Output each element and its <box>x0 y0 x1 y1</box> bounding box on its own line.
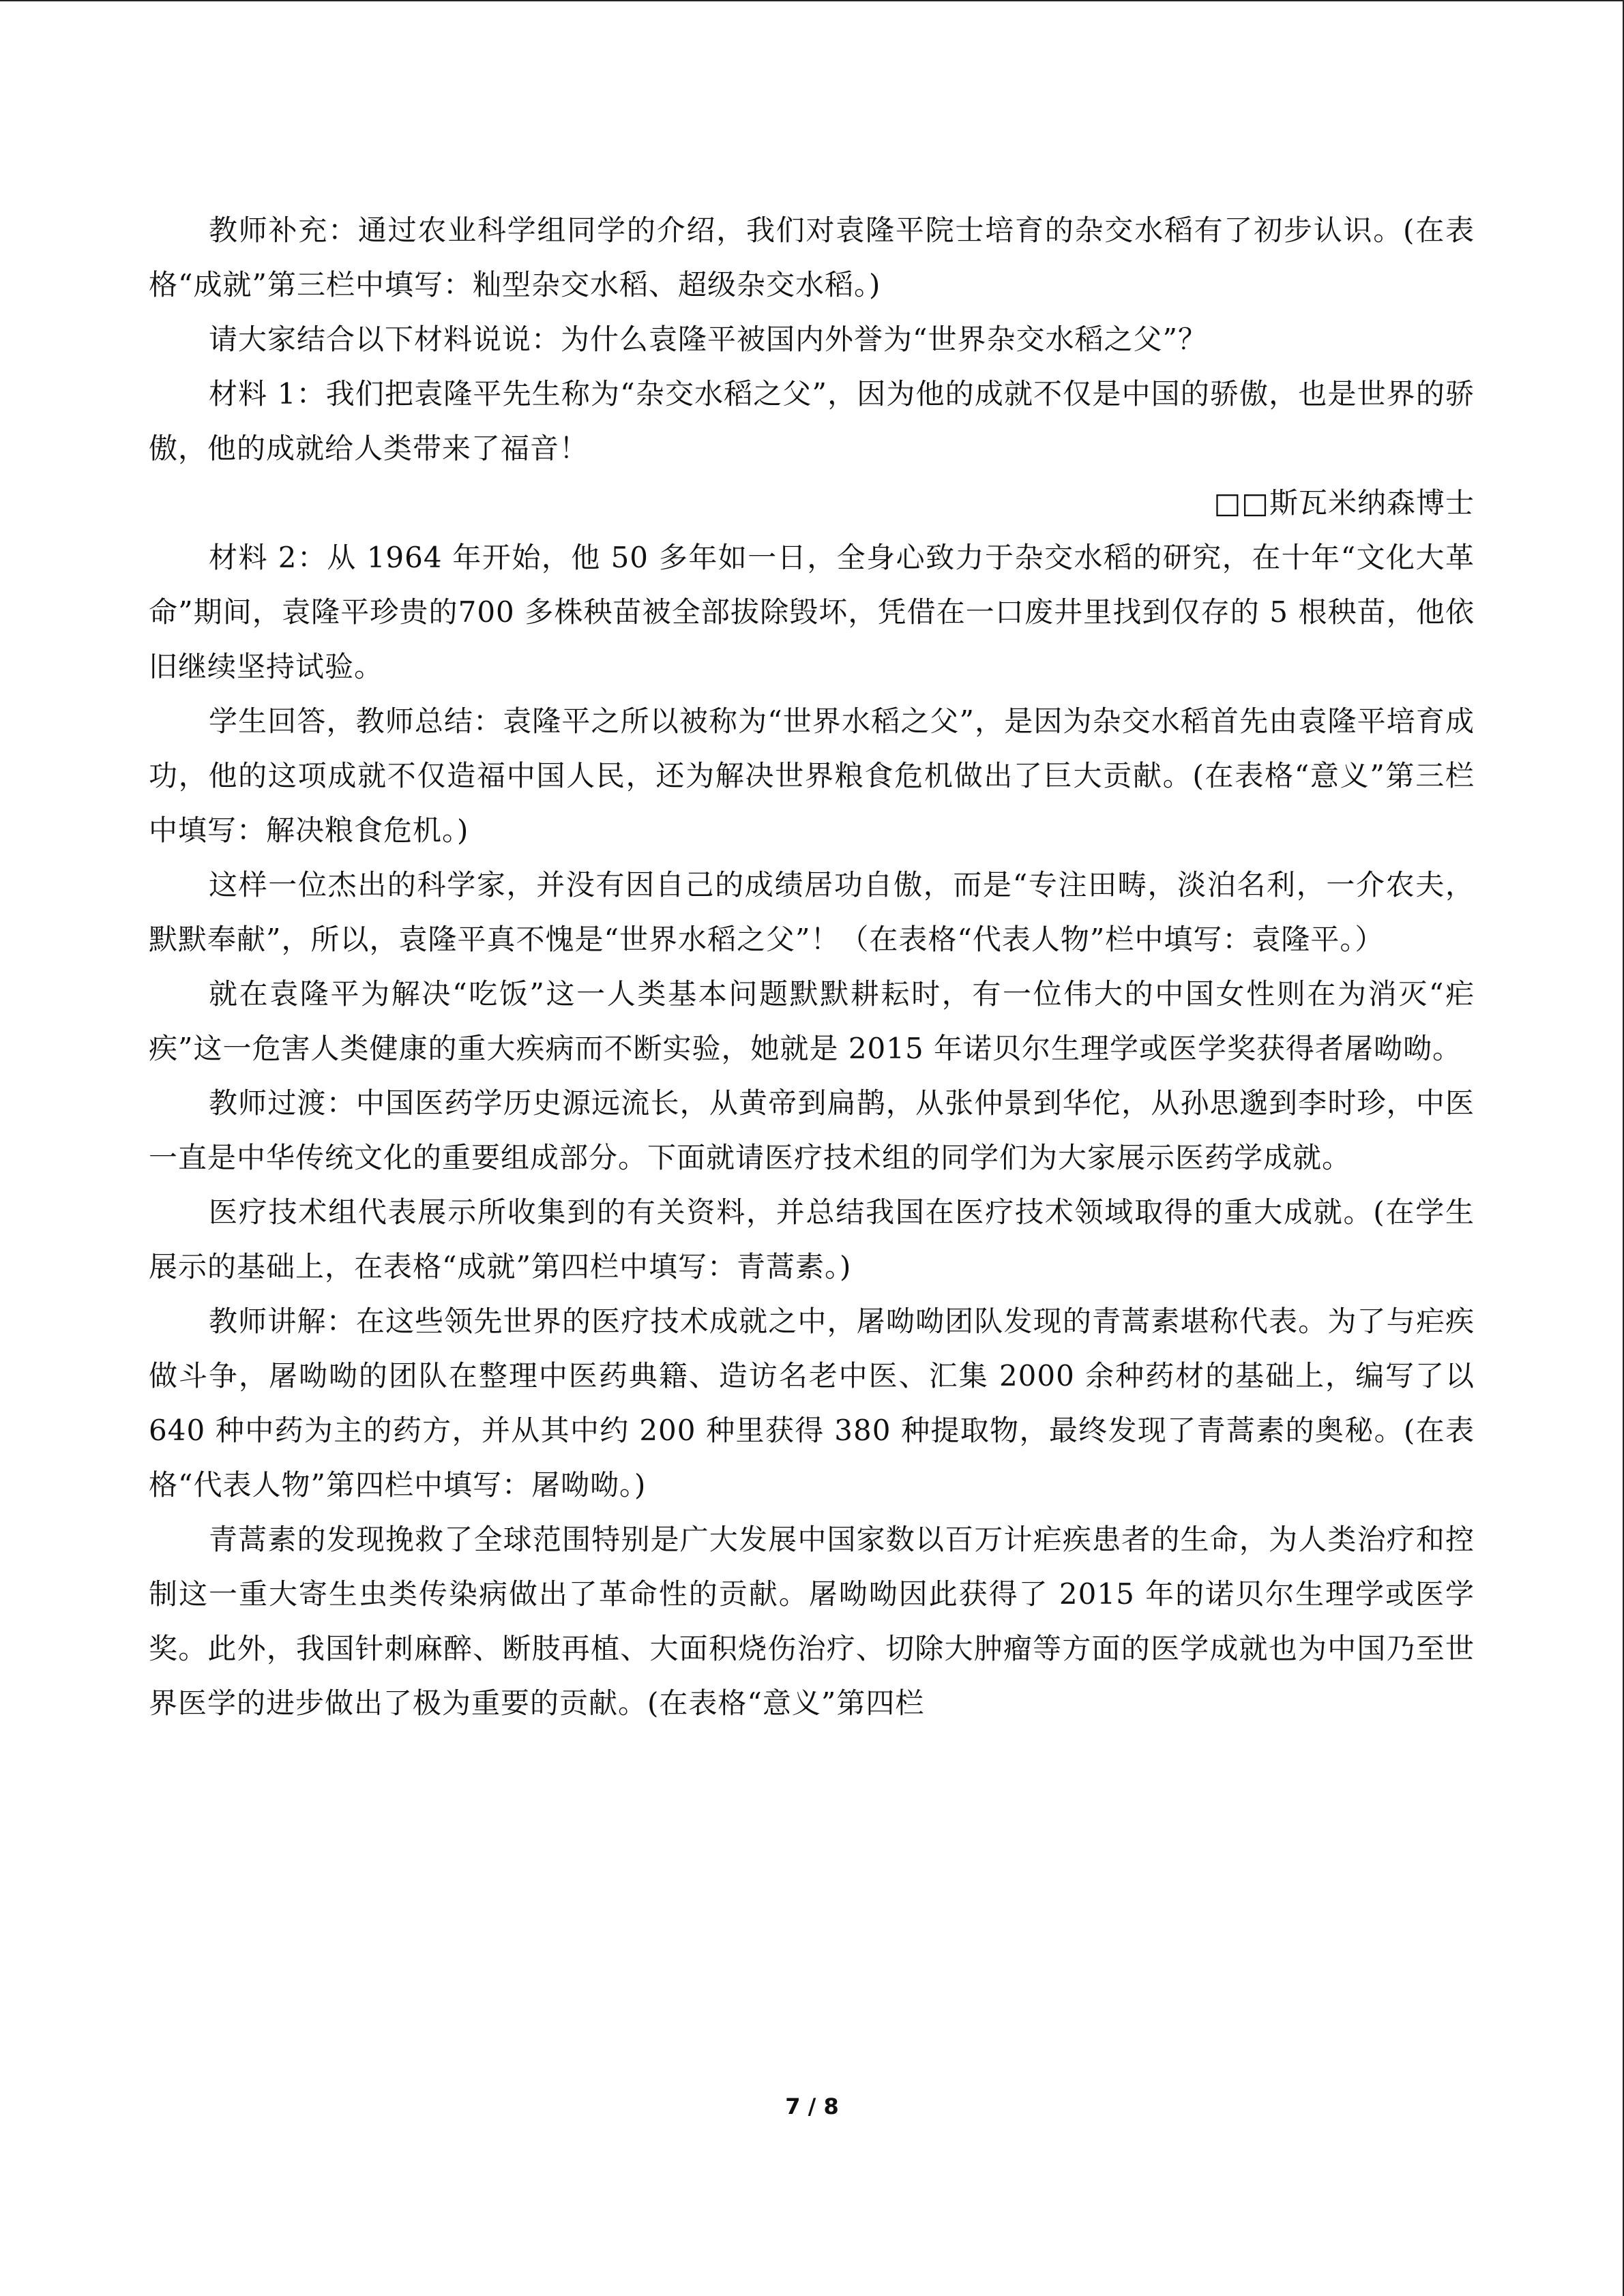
page-number: 7 / 8 <box>785 2093 839 2119</box>
paragraph-tu-youyou-intro: 就在袁隆平为解决“吃饭”这一人类基本问题默默耕耘时，有一位伟大的中国女性则在为消灭“疟疾”这一危害人类健康的重大疾病而不断实验，她就是 2015 年诺贝尔生理学或医学奖获得者屠呦呦。 <box>149 977 1475 1065</box>
quote-attribution: □□斯瓦米纳森博士 <box>1213 486 1475 520</box>
paragraph-scientist-praise: 这样一位杰出的科学家，并没有因自己的成绩居功自傲，而是“专注田畴，淡泊名利，一介农夫，默默奉献”，所以，袁隆平真不愧是“世界水稻之父”！（在表格“代表人物”栏中填写：袁隆平。） <box>149 868 1475 956</box>
paragraph-teacher-explanation: 教师讲解：在这些领先世界的医疗技术成就之中，屠呦呦团队发现的青蒿素堪称代表。为了与疟疾做斗争，屠呦呦的团队在整理中医药典籍、造访名老中医、汇集 2000 余种药材的基础上，编写了以 640 种中药为主的药方，并从其中约 200 种里获得 380 种提取物，最终发现了青蒿素的奥秘。(在表格“代表人物”第四栏中填写：屠呦呦。) <box>149 1304 1485 1502</box>
paragraph-material-1: 材料 1：我们把袁隆平先生称为“杂交水稻之父”，因为他的成就不仅是中国的骄傲，也是世界的骄傲，他的成就给人类带来了福音！ <box>149 377 1475 465</box>
paragraph-material-2: 材料 2：从 1964 年开始，他 50 多年如一日，全身心致力于杂交水稻的研究，在十年“文化大革命”期间，袁隆平珍贵的700 多株秧苗被全部拔除毁坏，凭借在一口废井里找到仅存的 5 根秧苗，他依旧继续坚持试验。 <box>149 541 1475 683</box>
paragraph-teacher-summary: 学生回答，教师总结：袁隆平之所以被称为“世界水稻之父”，是因为杂交水稻首先由袁隆平培育成功，他的这项成就不仅造福中国人民，还为解决世界粮食危机做出了巨大贡献。(在表格“意义”第三栏中填写：解决粮食危机。) <box>149 704 1475 847</box>
paragraph-discussion-question: 请大家结合以下材料说说：为什么袁隆平被国内外誉为“世界杂交水稻之父”？ <box>209 323 1207 356</box>
body-text <box>149 203 1485 1731</box>
paragraph-artemisinin-significance: 青蒿素的发现挽救了全球范围特别是广大发展中国家数以百万计疟疾患者的生命，为人类治疗和控制这一重大寄生虫类传染病做出了革命性的贡献。屠呦呦因此获得了 2015 年的诺贝尔生理学或医学奖。此外，我国针刺麻醉、断肢再植、大面积烧伤治疗、切除大肿瘤等方面的医学成就也为中国乃至世界医学的进步做出了极为重要的贡献。(在表格“意义”第四栏 <box>149 1523 1475 1720</box>
paragraph-medical-group: 医疗技术组代表展示所收集到的有关资料，并总结我国在医疗技术领域取得的重大成就。(在学生展示的基础上，在表格“成就”第四栏中填写：青蒿素。) <box>149 1195 1475 1283</box>
paragraph-teacher-transition: 教师过渡：中国医药学历史源远流长，从黄帝到扁鹊，从张仲景到华佗，从孙思邈到李时珍，中医一直是中华传统文化的重要组成部分。下面就请医疗技术组的同学们为大家展示医药学成就。 <box>149 1086 1475 1174</box>
paragraph-teacher-supplement: 教师补充：通过农业科学组同学的介绍，我们对袁隆平院士培育的杂交水稻有了初步认识。(在表格“成就”第三栏中填写：籼型杂交水稻、超级杂交水稻。) <box>149 213 1475 301</box>
